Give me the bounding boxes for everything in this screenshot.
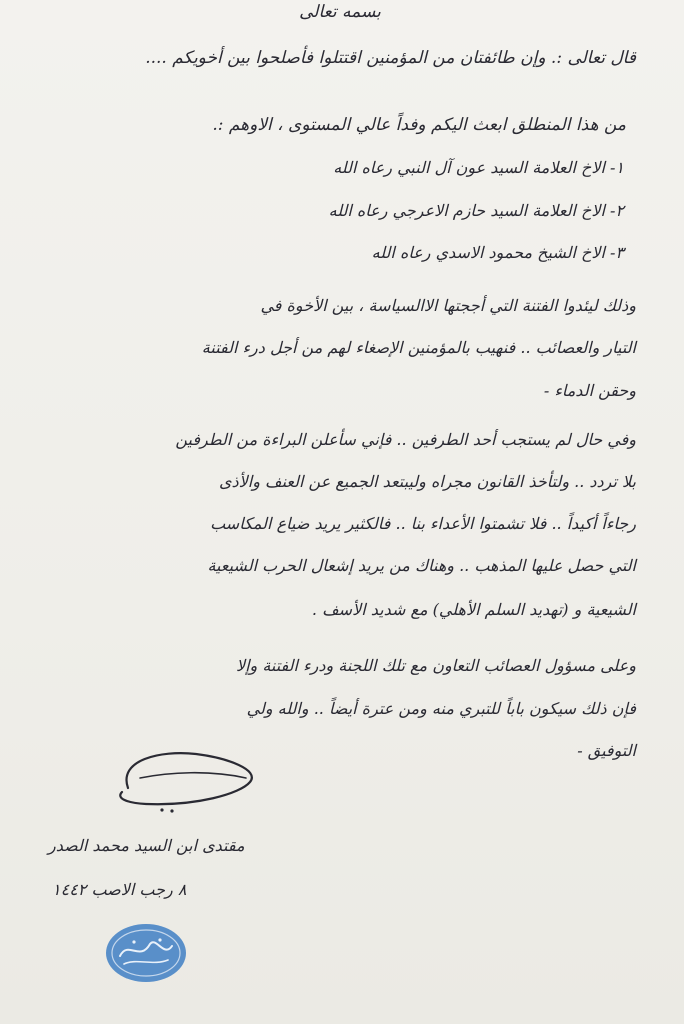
delegate-item: ٣- الاخ الشيخ محمود الاسدي رعاه الله (371, 243, 624, 262)
basmala-heading: بسمه تعالى (299, 2, 381, 22)
paragraph-1-line: وذلك ليئدوا الفتنة التي أججتها الاالسياسة ، بين الأخوة في (260, 296, 636, 315)
quran-verse: قال تعالى :. وإن طائفتان من المؤمنين اقتتلوا فأصلحوا بين أخويكم .... (145, 48, 636, 68)
handwritten-signature (100, 748, 280, 818)
intro-line: من هذا المنطلق ابعث اليكم وفداً عالي المستوى ، الاوهم :. (212, 115, 626, 135)
paragraph-2-line: بلا تردد .. ولتأخذ القانون مجراه وليبتعد الجميع عن العنف والأذى (218, 472, 636, 491)
paragraph-3-line: فإن ذلك سيكون باباً للتبري منه ومن عترة أيضاً .. والله ولي (246, 699, 636, 718)
paragraph-1-line: وحقن الدماء - (543, 381, 636, 400)
paragraph-3-line: التوفيق - (577, 741, 636, 760)
paragraph-2-line: التي حصل عليها المذهب .. وهناك من يريد إشعال الحرب الشيعية (207, 556, 636, 575)
letter-date: ٨ رجب الاصب ١٤٤٢ (52, 880, 187, 899)
paragraph-1-line: التيار والعصائب .. فنهيب بالمؤمنين الإصغاء لهم من أجل درء الفتنة (201, 338, 636, 357)
paragraph-2-line: وفي حال لم يستجب أحد الطرفين .. فإني سأعلن البراءة من الطرفين (175, 430, 636, 449)
delegate-item: ١- الاخ العلامة السيد عون آل النبي رعاه الله (333, 158, 624, 177)
paragraph-2-line: رجاءاً أكيداً .. فلا تشمتوا الأعداء بنا .. فالكثير يريد ضياع المكاسب (210, 514, 636, 533)
paragraph-2-line: الشيعية و (تهديد السلم الأهلي) مع شديد الأسف . (311, 600, 636, 619)
delegate-item: ٢- الاخ العلامة السيد حازم الاعرجي رعاه الله (328, 201, 624, 220)
signature-name: مقتدى ابن السيد محمد الصدر (48, 836, 245, 855)
paragraph-3-line: وعلى مسؤول العصائب التعاون مع تلك اللجنة ودرء الفتنة وإلا (235, 656, 636, 675)
official-seal (104, 922, 188, 984)
